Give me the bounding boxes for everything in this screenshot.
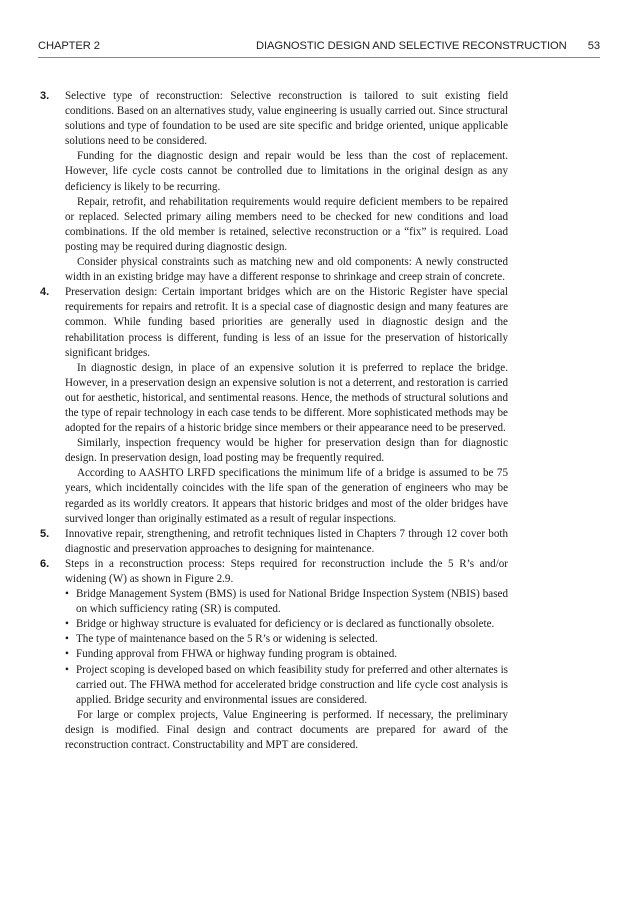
item-number: 4. [40, 286, 50, 299]
bullet-item [65, 663, 508, 708]
list-item-3 [40, 89, 508, 285]
bullet-item [65, 587, 508, 617]
list-item-6 [40, 557, 508, 753]
bullet-item [65, 632, 508, 647]
page-number: 53 [587, 40, 600, 52]
list-item-4 [40, 285, 508, 527]
bullet-item [65, 647, 508, 662]
paragraph: Funding for the diagnostic design and repair would be less than the cost of replacement. However, life cycle costs cannot be controlled due to limitations in the original design as any deficiency is likely to be recurring. [65, 150, 508, 193]
page-header [38, 40, 600, 56]
bullet-icon: • [65, 618, 69, 631]
bullet-text: Bridge or highway structure is evaluated for deficiency or is declared as functionally obsolete. [76, 618, 495, 631]
paragraph: Consider physical constraints such as matching new and old components: A newly constructed width in an existing bridge may have a different response to shrinkage and creep strain of concrete. [65, 256, 508, 284]
chapter-label: CHAPTER 2 [38, 40, 100, 52]
item-number: 3. [40, 90, 50, 102]
bullet-icon: • [65, 663, 69, 676]
paragraph: Innovative repair, strengthening, and retrofit techniques listed in Chapters 7 through 12 cover both diagnostic and preservation approaches to designing for maintenance. [65, 527, 508, 555]
item-number: 5. [40, 527, 50, 540]
paragraph: Preservation design: Certain important bridges which are on the Historic Register have special requirements for repairs and retrofit. It is a special case of diagnostic design and many features are common. While funding based priorities are generally used in diagnostic design and the rehabilitation process is different, funding is less of an issue for the preservation of historically significant bridges. [65, 286, 508, 359]
list-item-5 [40, 527, 508, 557]
page-body [40, 89, 508, 753]
paragraph: In diagnostic design, in place of an expensive solution it is preferred to replace the bridge. However, in a preservation design an expensive solution is not a deterrent, and restoration is carried out for aesthetic, historical, and sentimental reasons. Hence, the methods of structural solutions and the type of repair technology in each case tends to be different. More sophisticated methods may be adopted for the repairs of a historic bridge since members or their appearance need to be preserved. [65, 361, 508, 435]
header-divider [38, 57, 600, 58]
paragraph: For large or complex projects, Value Engineering is performed. If necessary, the preliminary design is modified. Final design and contract documents are prepared for award of the reconstruction contract. Constructability and MPT are considered. [65, 708, 508, 752]
bullet-icon: • [65, 588, 69, 601]
bullet-item [65, 617, 508, 632]
bullet-icon: • [65, 633, 69, 646]
bullet-text: Bridge Management System (BMS) is used for National Bridge Inspection System (NBIS) based on which sufficiency rating (SR) is computed. [76, 588, 508, 616]
running-title: DIAGNOSTIC DESIGN AND SELECTIVE RECONSTRUCTION [256, 40, 567, 52]
paragraph: Selective type of reconstruction: Selective reconstruction is tailored to suit existing field conditions. Based on an alternatives study, value engineering is usually carried out. Since structural solutions and type of foundation to be used are site specific and bridge oriented, unique applicable solutions need to be considered. [65, 90, 508, 148]
paragraph: According to AASHTO LRFD specifications the minimum life of a bridge is assumed to be 75 years, which incidentally coincides with the life span of the generation of engineers who may be regarded as its worldly creators. It appears that historic bridges and most of the older bridges have survived longer than originally estimated as a result of regular inspections. [65, 467, 508, 525]
paragraph: Similarly, inspection frequency would be higher for preservation design than for diagnostic design. In preservation design, load posting may be frequently required. [65, 437, 508, 465]
paragraph: Repair, retrofit, and rehabilitation requirements would require deficient members to be repaired or replaced. Selected primary ailing members need to be checked for new conditions and load combinations. If the old member is retained, selective reconstruction or a “fix” is required. Load posting may be required during diagnostic design. [65, 195, 508, 253]
bullet-text: Project scoping is developed based on which feasibility study for preferred and other alternates is carried out. The FHWA method for accelerated bridge construction and life cycle cost analysis is applied. Bridge security and environmental issues are considered. [76, 663, 508, 706]
bullet-list [65, 587, 508, 708]
item-number: 6. [40, 557, 50, 570]
bullet-text: The type of maintenance based on the 5 R’s or widening is selected. [76, 633, 378, 646]
paragraph: Steps in a reconstruction process: Steps required for reconstruction include the 5 R’s and/or widening (W) as shown in Figure 2.9. [65, 557, 508, 585]
bullet-text: Funding approval from FHWA or highway funding program is obtained. [76, 648, 398, 661]
bullet-icon: • [65, 648, 69, 661]
